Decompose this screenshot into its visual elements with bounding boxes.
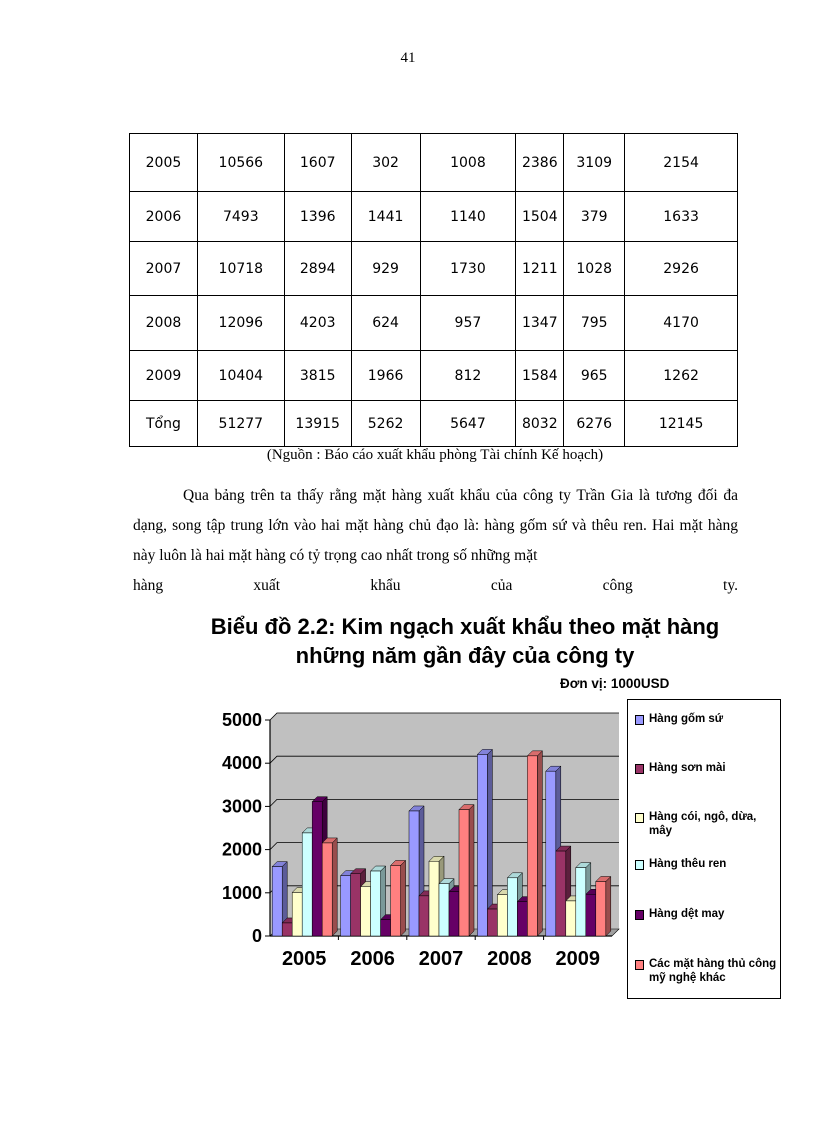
table-cell: 2154 bbox=[625, 134, 738, 192]
table-cell: 3109 bbox=[564, 134, 625, 192]
table-cell: 1607 bbox=[284, 134, 351, 192]
bar-side bbox=[537, 751, 542, 936]
bar bbox=[576, 868, 586, 936]
table-row-label: 2007 bbox=[130, 242, 198, 296]
x-tick-label: 2008 bbox=[487, 948, 532, 970]
table-cell: 2926 bbox=[625, 242, 738, 296]
table-cell: 6276 bbox=[564, 401, 625, 447]
x-tick-label: 2009 bbox=[555, 948, 601, 970]
x-tick-label: 2007 bbox=[418, 948, 464, 970]
table-cell: 2386 bbox=[516, 134, 564, 192]
bar-side bbox=[606, 876, 611, 936]
legend-swatch bbox=[635, 960, 644, 970]
table-cell: 12145 bbox=[625, 401, 738, 447]
legend-label: Hàng gốm sứ bbox=[649, 713, 724, 725]
bar bbox=[556, 851, 566, 936]
legend-label: Hàng sơn mài bbox=[649, 762, 726, 774]
bar bbox=[272, 867, 282, 936]
paragraph-word: ty. bbox=[723, 577, 738, 594]
bar bbox=[596, 881, 606, 936]
table-cell: 1584 bbox=[516, 351, 564, 401]
source-note: (Nguồn : Báo cáo xuất khẩu phòng Tài chính Kế hoạch) bbox=[266, 447, 604, 463]
table-cell: 302 bbox=[351, 134, 420, 192]
bar bbox=[566, 901, 576, 936]
table-cell: 3815 bbox=[284, 351, 351, 401]
bar bbox=[586, 894, 596, 936]
table-cell: 1396 bbox=[284, 192, 351, 242]
table-cell: 4203 bbox=[284, 296, 351, 351]
y-tick-label: 2000 bbox=[221, 839, 262, 860]
table-cell: 812 bbox=[420, 351, 516, 401]
bar bbox=[439, 884, 449, 936]
y-tick-label: 5000 bbox=[221, 710, 262, 730]
bar-side bbox=[332, 838, 337, 936]
y-tick-label: 3000 bbox=[221, 796, 262, 817]
table-cell: 4170 bbox=[625, 296, 738, 351]
bar-side bbox=[401, 860, 406, 936]
table-cell: 1211 bbox=[516, 242, 564, 296]
bar bbox=[429, 861, 439, 936]
bar bbox=[419, 896, 429, 936]
bar bbox=[391, 865, 401, 936]
x-tick-label: 2005 bbox=[281, 948, 327, 970]
table-cell: 12096 bbox=[197, 296, 284, 351]
bar bbox=[322, 843, 332, 936]
table-cell: 1347 bbox=[516, 296, 564, 351]
paragraph-word: khẩu bbox=[370, 577, 401, 594]
table-row-label: 2008 bbox=[130, 296, 198, 351]
table-cell: 795 bbox=[564, 296, 625, 351]
table-cell: 1966 bbox=[351, 351, 420, 401]
chart-legend bbox=[627, 699, 781, 999]
bar bbox=[312, 802, 322, 936]
legend-item bbox=[635, 761, 780, 775]
table-cell: 1140 bbox=[420, 192, 516, 242]
legend-swatch bbox=[635, 860, 644, 870]
y-tick-label: 0 bbox=[251, 926, 262, 946]
bar bbox=[527, 756, 537, 936]
table-cell: 8032 bbox=[516, 401, 564, 447]
bar bbox=[409, 811, 419, 936]
table-cell: 1441 bbox=[351, 192, 420, 242]
table-cell: 5262 bbox=[351, 401, 420, 447]
bar bbox=[282, 923, 292, 936]
table-cell: 929 bbox=[351, 242, 420, 296]
legend-item bbox=[635, 857, 780, 871]
paragraph-word: xuất bbox=[253, 577, 281, 594]
bar bbox=[546, 771, 556, 936]
legend-item bbox=[635, 907, 780, 921]
table-row-label: 2009 bbox=[130, 351, 198, 401]
paragraph-word: của bbox=[490, 577, 513, 594]
legend-label: Hàng thêu ren bbox=[649, 858, 727, 870]
table-cell: 1008 bbox=[420, 134, 516, 192]
bar bbox=[449, 892, 459, 936]
table-cell: 1730 bbox=[420, 242, 516, 296]
table-cell: 624 bbox=[351, 296, 420, 351]
legend-label: Hàng dệt may bbox=[649, 908, 725, 920]
bar bbox=[302, 833, 312, 936]
bar-side bbox=[469, 805, 474, 936]
table-cell: 5647 bbox=[420, 401, 516, 447]
legend-item bbox=[635, 810, 780, 838]
table-cell: 1633 bbox=[625, 192, 738, 242]
page-number: 41 bbox=[400, 50, 416, 66]
x-tick-label: 2006 bbox=[350, 948, 395, 970]
paragraph-word: hàng bbox=[133, 577, 164, 594]
bar bbox=[381, 920, 391, 936]
bar bbox=[371, 871, 381, 936]
table-row-label: 2006 bbox=[130, 192, 198, 242]
table-cell: 379 bbox=[564, 192, 625, 242]
table-row-label: 2005 bbox=[130, 134, 198, 192]
table-cell: 7493 bbox=[197, 192, 284, 242]
bar bbox=[459, 810, 469, 936]
table-row-label: Tổng bbox=[130, 401, 198, 447]
chart-title: Biểu đồ 2.2: Kim ngạch xuất khẩu theo mặt hàng những năm gần đây của công ty bbox=[210, 614, 720, 668]
paragraph-text: Qua bảng trên ta thấy rằng mặt hàng xuất khẩu của công ty Trần Gia là tương đối đa dạng, song tập trung lớn vào hai mặt hàng chủ đạo là: hàng gốm sứ và thêu ren. Hai mặt hàng này luôn là hai mặt hàng có tỷ trọng cao nhất trong số những mặt bbox=[133, 487, 738, 564]
bar bbox=[292, 892, 302, 936]
table-cell: 1504 bbox=[516, 192, 564, 242]
legend-label: Hàng cói, ngô, dừa, mây bbox=[649, 811, 757, 837]
table-cell: 10404 bbox=[197, 351, 284, 401]
bar bbox=[497, 895, 507, 936]
bar bbox=[477, 754, 487, 936]
bar bbox=[351, 874, 361, 936]
legend-swatch bbox=[635, 910, 644, 920]
y-tick-label: 4000 bbox=[221, 753, 262, 774]
bar bbox=[487, 909, 497, 936]
chart-unit: Đơn vị: 1000USD bbox=[560, 676, 670, 691]
table-cell: 10718 bbox=[197, 242, 284, 296]
bar bbox=[341, 876, 351, 936]
y-tick-label: 1000 bbox=[221, 882, 262, 903]
legend-swatch bbox=[635, 764, 644, 774]
table-cell: 965 bbox=[564, 351, 625, 401]
table-cell: 13915 bbox=[284, 401, 351, 447]
legend-swatch bbox=[635, 813, 644, 823]
legend-item bbox=[635, 712, 780, 726]
bar bbox=[517, 902, 527, 936]
bar bbox=[361, 887, 371, 936]
bar bbox=[507, 878, 517, 936]
table-cell: 51277 bbox=[197, 401, 284, 447]
table-cell: 957 bbox=[420, 296, 516, 351]
table-cell: 1262 bbox=[625, 351, 738, 401]
legend-label: Các mặt hàng thủ công mỹ nghệ khác bbox=[649, 958, 777, 984]
table-cell: 2894 bbox=[284, 242, 351, 296]
table-cell: 1028 bbox=[564, 242, 625, 296]
table-cell: 10566 bbox=[197, 134, 284, 192]
legend-swatch bbox=[635, 715, 644, 725]
legend-item bbox=[635, 957, 780, 985]
paragraph-word: công bbox=[602, 577, 633, 594]
